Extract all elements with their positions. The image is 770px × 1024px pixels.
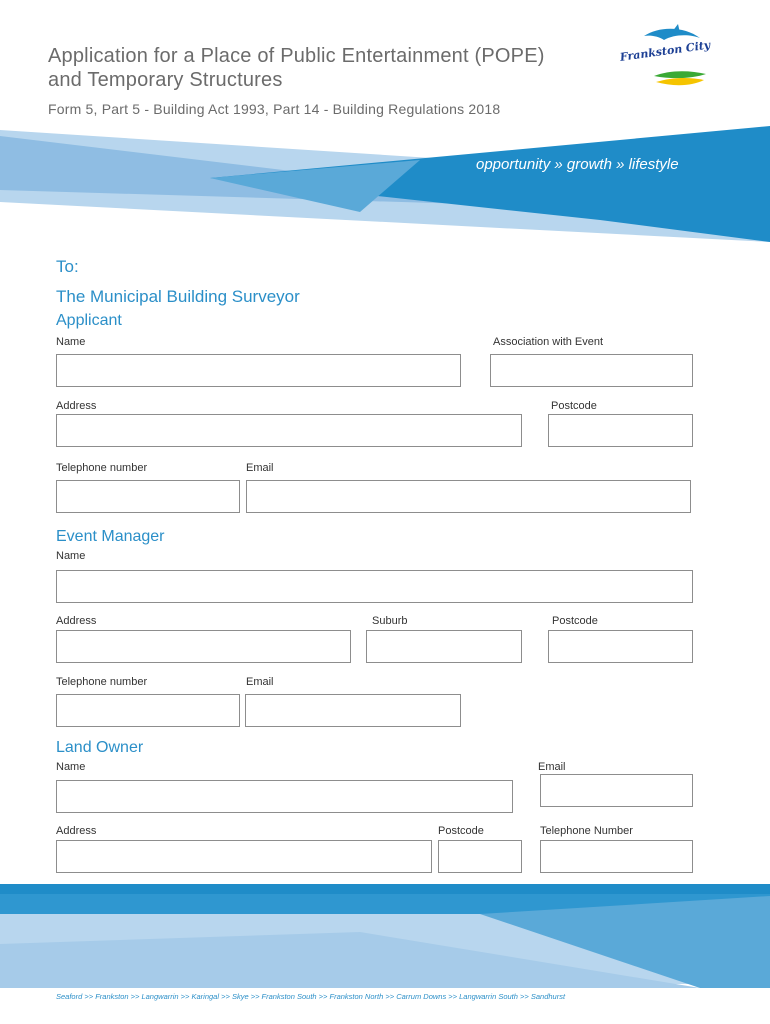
event-manager-postcode-input[interactable] bbox=[548, 630, 693, 663]
event-manager-email-input[interactable] bbox=[245, 694, 461, 727]
recipient-block bbox=[56, 252, 300, 312]
event-manager-telephone-label: Telephone number bbox=[56, 676, 148, 688]
form-subtitle: Form 5, Part 5 - Building Act 1993, Part 14 - Building Regulations 2018 bbox=[48, 101, 501, 117]
form-title bbox=[48, 44, 545, 92]
applicant-address-input[interactable] bbox=[56, 414, 522, 447]
land-owner-email-input[interactable] bbox=[540, 774, 693, 807]
footer-band bbox=[0, 884, 770, 990]
event-manager-postcode-label: Postcode bbox=[552, 615, 598, 627]
event-manager-address-label: Address bbox=[56, 615, 97, 627]
form-title-line2: and Temporary Structures bbox=[48, 69, 283, 91]
applicant-email-label: Email bbox=[246, 462, 274, 474]
event-manager-email-label: Email bbox=[246, 676, 274, 688]
applicant-heading: Applicant bbox=[56, 312, 122, 329]
event-manager-suburb-input[interactable] bbox=[366, 630, 522, 663]
to-label: To: bbox=[56, 257, 79, 276]
applicant-postcode-label: Postcode bbox=[551, 400, 597, 412]
land-owner-heading: Land Owner bbox=[56, 739, 144, 756]
event-manager-suburb-label: Suburb bbox=[372, 615, 408, 627]
applicant-address-label: Address bbox=[56, 400, 97, 412]
applicant-name-label: Name bbox=[56, 336, 86, 348]
event-manager-name-label: Name bbox=[56, 550, 86, 562]
applicant-telephone-input[interactable] bbox=[56, 480, 240, 513]
event-manager-address-input[interactable] bbox=[56, 630, 351, 663]
land-owner-name-label: Name bbox=[56, 761, 86, 773]
header-band bbox=[0, 120, 770, 242]
land-owner-telephone-label: Telephone Number bbox=[540, 825, 633, 837]
applicant-telephone-label: Telephone number bbox=[56, 462, 148, 474]
applicant-association-input[interactable] bbox=[490, 354, 693, 387]
land-owner-email-label: Email bbox=[538, 761, 566, 773]
applicant-association-label: Association with Event bbox=[493, 336, 604, 348]
applicant-name-input[interactable] bbox=[56, 354, 461, 387]
land-owner-telephone-input[interactable] bbox=[540, 840, 693, 873]
tagline: opportunity » growth » lifestyle bbox=[476, 156, 679, 173]
applicant-postcode-input[interactable] bbox=[548, 414, 693, 447]
land-owner-name-input[interactable] bbox=[56, 780, 513, 813]
event-manager-telephone-input[interactable] bbox=[56, 694, 240, 727]
event-manager-heading: Event Manager bbox=[56, 528, 165, 545]
form-title-line1: Application for a Place of Public Entertainment (POPE) bbox=[48, 45, 545, 67]
land-owner-postcode-input[interactable] bbox=[438, 840, 522, 873]
land-owner-postcode-label: Postcode bbox=[438, 825, 484, 837]
logo-wordmark: Frankston City bbox=[619, 38, 712, 64]
land-owner-address-label: Address bbox=[56, 825, 97, 837]
footer-suburbs: Seaford >> Frankston >> Langwarrin >> Karingal >> Skye >> Frankston South >> Frankston North >> Carrum Downs >> Langwarrin South >> Sandhurst bbox=[56, 992, 566, 1001]
land-owner-address-input[interactable] bbox=[56, 840, 432, 873]
applicant-email-input[interactable] bbox=[246, 480, 691, 513]
to-value: The Municipal Building Surveyor bbox=[56, 287, 300, 306]
event-manager-name-input[interactable] bbox=[56, 570, 693, 603]
